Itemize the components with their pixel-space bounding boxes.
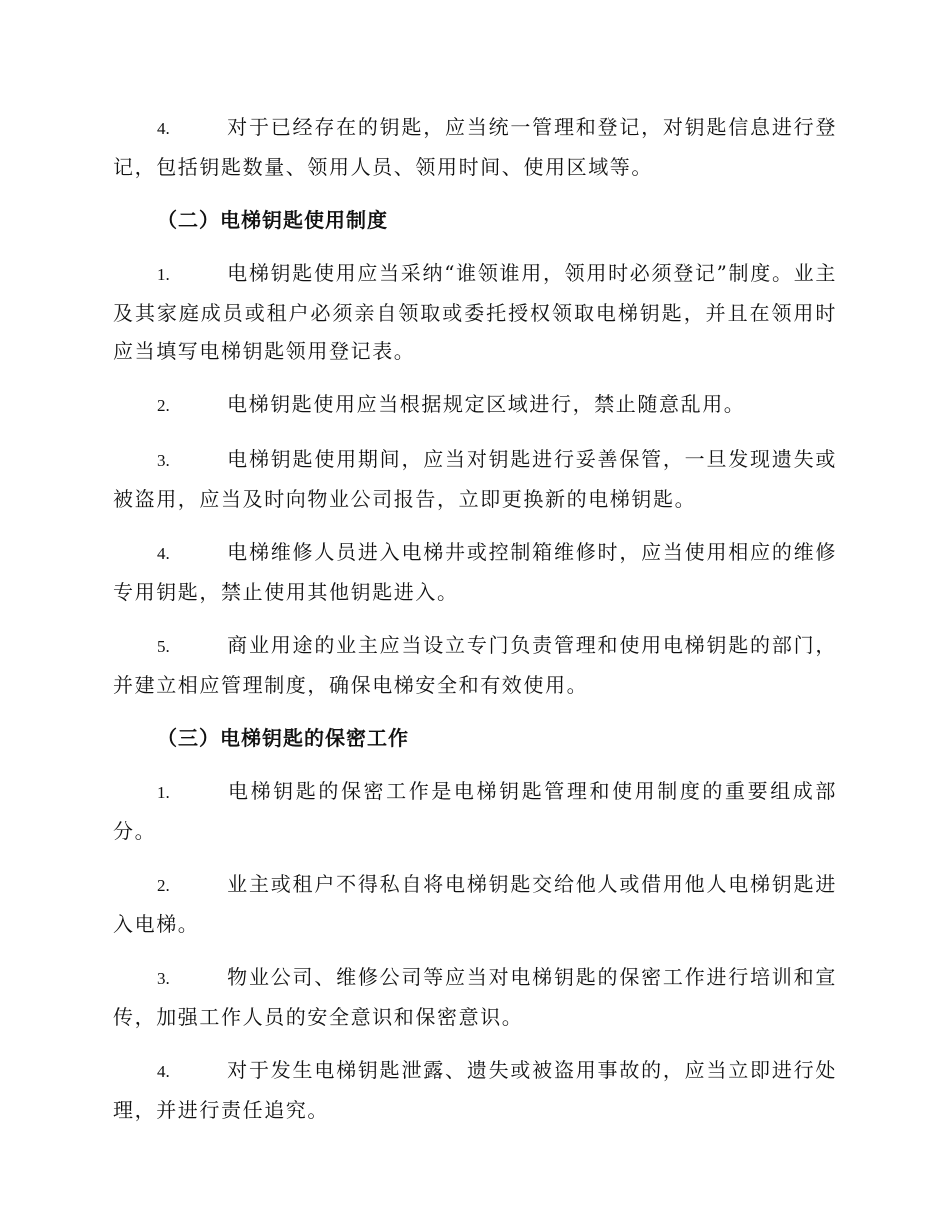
item-number: 2. (157, 396, 170, 415)
item-number: 3. (157, 451, 170, 470)
item-number: 1. (157, 783, 170, 802)
document-body (113, 108, 837, 1144)
section-heading: （三）电梯钥匙的保密工作 (157, 726, 409, 750)
item-text: 对于发生电梯钥匙泄露、遗失或被盗用事故的，应当立即进行处理，并进行责任追究。 (113, 1058, 837, 1122)
list-item (113, 533, 837, 611)
list-item (113, 108, 837, 186)
item-text: 对于已经存在的钥匙，应当统一管理和登记，对钥匙信息进行登记，包括钥匙数量、领用人员、领用时间、使用区域等。 (113, 115, 837, 179)
item-text: 电梯钥匙使用应当采纳“谁领谁用，领用时必须登记”制度。业主及其家庭成员或租户必须亲自领取或委托授权领取电梯钥匙，并且在领用时应当填写电梯钥匙领用登记表。 (113, 261, 837, 363)
list-item (113, 958, 837, 1036)
list-item (113, 254, 837, 370)
list-item (113, 385, 837, 425)
item-number: 2. (157, 876, 170, 895)
item-text: 物业公司、维修公司等应当对电梯钥匙的保密工作进行培训和宣传，加强工作人员的安全意识和保密意识。 (113, 965, 837, 1029)
item-number: 3. (157, 969, 170, 988)
list-item (113, 626, 837, 704)
item-number: 4. (157, 119, 170, 138)
item-text: 电梯钥匙使用应当根据规定区域进行，禁止随意乱用。 (227, 392, 746, 416)
item-text: 电梯钥匙使用期间，应当对钥匙进行妥善保管，一旦发现遗失或被盗用，应当及时向物业公司报告，立即更换新的电梯钥匙。 (113, 447, 837, 511)
item-text: 电梯钥匙的保密工作是电梯钥匙管理和使用制度的重要组成部分。 (113, 779, 837, 843)
item-text: 商业用途的业主应当设立专门负责管理和使用电梯钥匙的部门，并建立相应管理制度，确保电梯安全和有效使用。 (113, 633, 837, 697)
list-item (113, 772, 837, 850)
list-item (113, 865, 837, 943)
list-item (113, 440, 837, 518)
item-number: 4. (157, 1062, 170, 1081)
list-item (113, 1051, 837, 1129)
item-number: 5. (157, 637, 170, 656)
item-number: 1. (157, 265, 170, 284)
item-number: 4. (157, 544, 170, 563)
item-text: 业主或租户不得私自将电梯钥匙交给他人或借用他人电梯钥匙进入电梯。 (113, 872, 837, 936)
item-text: 电梯维修人员进入电梯井或控制箱维修时，应当使用相应的维修专用钥匙，禁止使用其他钥匙进入。 (113, 540, 837, 604)
section-heading: （二）电梯钥匙使用制度 (157, 208, 388, 232)
